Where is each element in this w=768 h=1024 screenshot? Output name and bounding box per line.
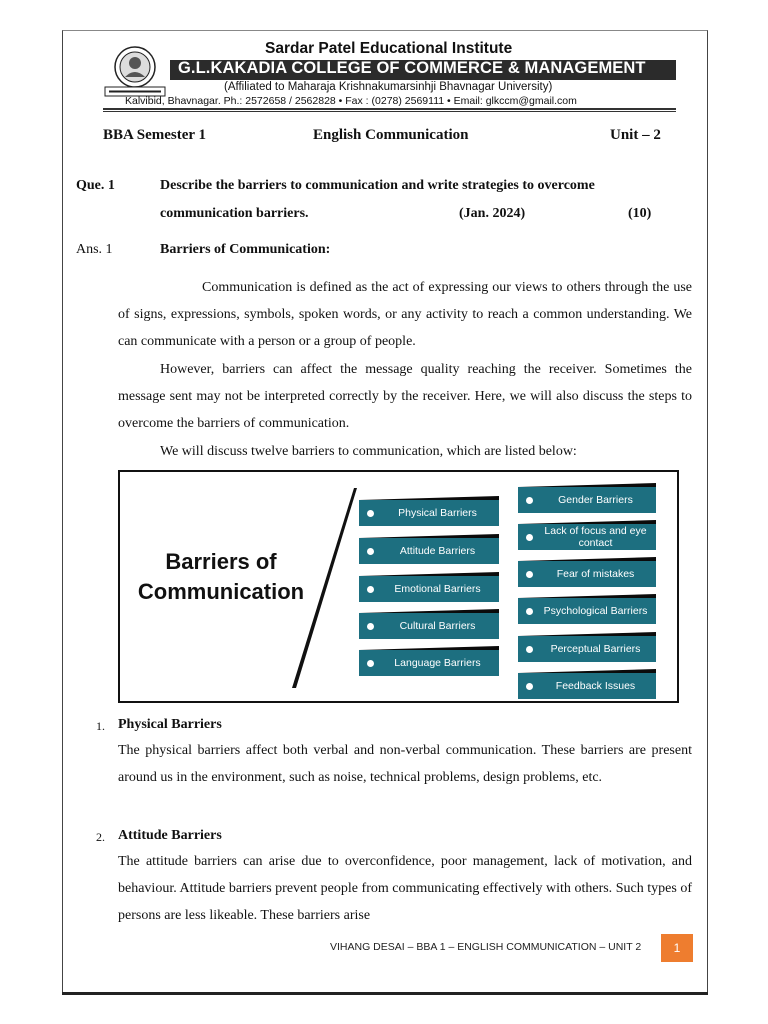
institute-seal-icon <box>103 45 167 97</box>
item-number: 1. <box>96 719 105 733</box>
answer-paragraph-3: We will discuss twelve barriers to communication, which are listed below: <box>160 444 577 459</box>
barrier-tag: Emotional Barriers <box>359 576 499 602</box>
letterhead-rule-thin <box>103 111 676 112</box>
figure-title-line2: Communication <box>137 579 305 604</box>
page-number-badge: 1 <box>661 934 693 962</box>
question-text-line1: Describe the barriers to communication and write strategies to overcome <box>160 178 595 193</box>
bullet-icon <box>367 623 374 630</box>
barrier-tag: Attitude Barriers <box>359 538 499 564</box>
barrier-tag: Gender Barriers <box>518 487 656 513</box>
institute-name: Sardar Patel Educational Institute <box>265 40 513 57</box>
bullet-icon <box>526 497 533 504</box>
question-label: Que. 1 <box>76 178 115 193</box>
item-title: Attitude Barriers <box>118 828 222 843</box>
address-line: Kalvibid, Bhavnagar. Ph.: 2572658 / 2562828 • Fax : (0278) 2569111 • Email: glkccm@gmail.com <box>125 95 577 107</box>
question-marks: (10) <box>628 206 652 221</box>
semester-label: BBA Semester 1 <box>103 127 207 143</box>
bullet-icon <box>367 586 374 593</box>
barrier-tag: Fear of mistakes <box>518 561 656 587</box>
answer-heading: Barriers of Communication: <box>160 242 331 257</box>
affiliation-line: (Affiliated to Maharaja Krishnakumarsinhji Bhavnagar University) <box>224 81 553 93</box>
barriers-figure <box>118 470 679 703</box>
barrier-tag: Feedback Issues <box>518 673 656 699</box>
bullet-icon <box>367 548 374 555</box>
bullet-icon <box>367 660 374 667</box>
answer-label: Ans. 1 <box>76 242 113 257</box>
barrier-tag: Perceptual Barriers <box>518 636 656 662</box>
bullet-icon <box>367 510 374 517</box>
question-text-line2: communication barriers. <box>160 206 309 221</box>
answer-paragraph-1: Communication is defined as the act of expressing our views to others through the use of signs, expressions, symbols, spoken words, or any activity to reach a common understanding. We can communicate with a person or a group of people. <box>118 280 692 349</box>
bullet-icon <box>526 534 533 541</box>
question-date: (Jan. 2024) <box>459 206 526 221</box>
item-number: 2. <box>96 830 105 844</box>
figure-title-line1: Barriers of <box>165 549 277 574</box>
barrier-tag: Physical Barriers <box>359 500 499 526</box>
item-title: Physical Barriers <box>118 717 222 732</box>
barrier-tag: Psychological Barriers <box>518 598 656 624</box>
barrier-tag: Lack of focus and eye contact <box>518 524 656 550</box>
item-text: The physical barriers affect both verbal and non-verbal communication. These barriers are present around us in the environment, such as noise, technical problems, design problems, etc. <box>118 743 692 785</box>
subject-label: English Communication <box>313 127 469 143</box>
letterhead-rule <box>103 108 676 110</box>
college-name: G.L.KAKADIA COLLEGE OF COMMERCE & MANAGEMENT <box>178 59 646 77</box>
unit-label: Unit – 2 <box>610 127 661 143</box>
page-bottom-border <box>62 992 708 995</box>
barrier-tag: Cultural Barriers <box>359 613 499 639</box>
bullet-icon <box>526 608 533 615</box>
bullet-icon <box>526 646 533 653</box>
bullet-icon <box>526 683 533 690</box>
item-text: The attitude barriers can arise due to overconfidence, poor management, lack of motivation, and behaviour. Attitude barriers prevent people from communicating effectively with others. Such types of persons are less likeable. These barriers arise <box>118 854 692 923</box>
barrier-tag: Language Barriers <box>359 650 499 676</box>
answer-paragraph-2: However, barriers can affect the message quality reaching the receiver. Sometimes the message sent may not be interpreted correctly by the receiver. Here, we will also discuss the steps to overcome the barriers of communication. <box>118 362 692 431</box>
page-footer: VIHANG DESAI – BBA 1 – ENGLISH COMMUNICATION – UNIT 2 <box>330 941 642 953</box>
bullet-icon <box>526 571 533 578</box>
figure-title <box>128 547 314 607</box>
